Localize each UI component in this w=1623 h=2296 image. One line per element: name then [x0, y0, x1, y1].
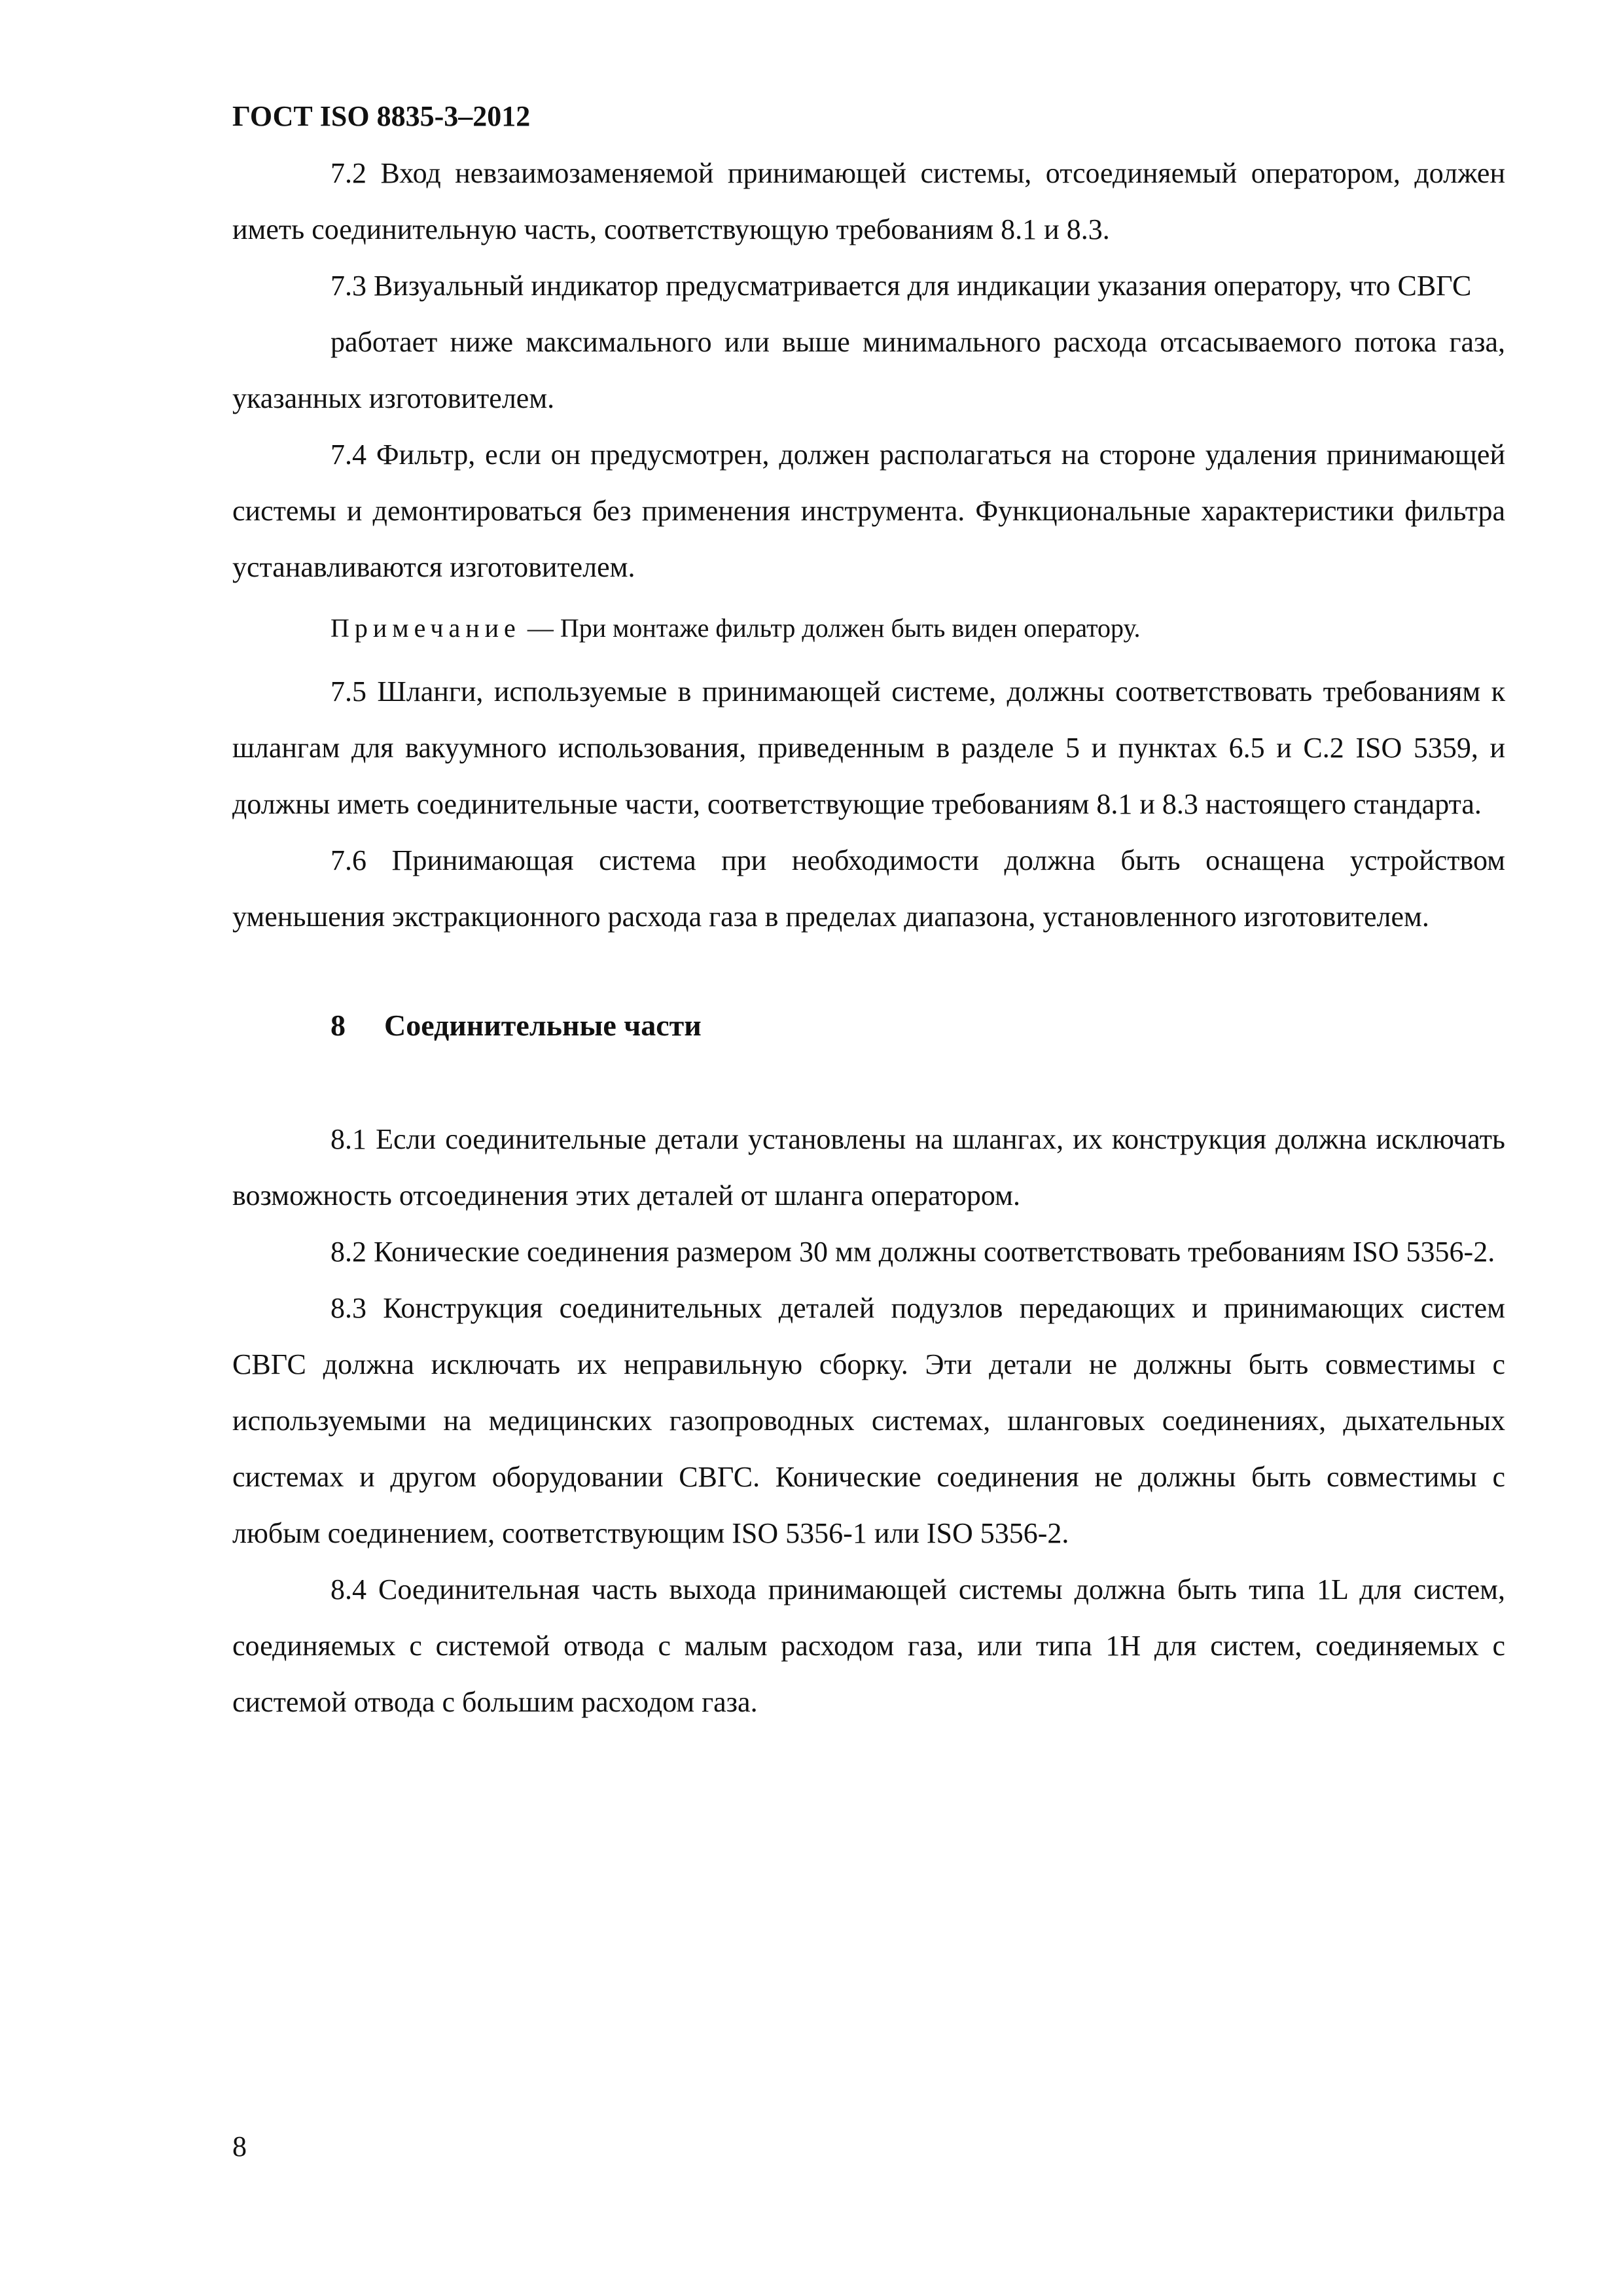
document-header: ГОСТ ISO 8835-3–2012	[232, 100, 531, 132]
paragraph-7-4: 7.4 Фильтр, если он предусмотрен, должен располагаться на стороне удаления принимающей системы и демонтироваться без применения инструмента. Функциональные характеристики фильтра устанавливаются изготовителем.	[232, 439, 1505, 583]
paragraph-8-4: 8.4 Соединительная часть выхода принимающей системы должна быть типа 1L для систем, соединяемых с системой отвода с малым расходом газа, или типа 1H для систем, соединяемых с системой отвода с большим расходом газа.	[232, 1573, 1505, 1718]
paragraph-7-2: 7.2 Вход невзаимозаменяемой принимающей системы, отсоединяемый оператором, должен иметь соединительную часть, соответствующую требованиям 8.1 и 8.3.	[232, 157, 1505, 245]
paragraph-8-3: 8.3 Конструкция соединительных деталей подузлов передающих и принимающих систем СВГС должна исключать их неправильную сборку. Эти детали не должны быть совместимы с используемыми на медицинских газопроводных системах, шланговых соединениях, дыхательных системах и другом оборудовании СВГС. Конические соединения не должны быть совместимы с любым соединением, соответствующим ISO 5356-1 или ISO 5356-2.	[232, 1292, 1505, 1549]
paragraph-7-5: 7.5 Шланги, используемые в принимающей системе, должны соответствовать требованиям к шлангам для вакуумного использования, приведенным в разделе 5 и пунктах 6.5 и С.2 ISO 5359, и должны иметь соединительные части, соответствующие требованиям 8.1 и 8.3 настоящего стандарта.	[232, 675, 1505, 820]
note-text: — При монтаже фильтр должен быть виден оператору.	[520, 613, 1141, 643]
page-number: 8	[232, 2130, 247, 2162]
section-8-heading	[330, 1003, 1505, 1049]
section-title: Соединительные части	[384, 1009, 702, 1042]
paragraph-7-6: 7.6 Принимающая система при необходимости должна быть оснащена устройством уменьшения экстракционного расхода газа в пределах диапазона, установленного изготовителем.	[232, 844, 1505, 933]
paragraph-8-1: 8.1 Если соединительные детали установлены на шлангах, их конструкция должна исключать возможность отсоединения этих деталей от шланга оператором.	[232, 1123, 1505, 1211]
note	[232, 607, 1505, 649]
section-number: 8	[330, 1009, 346, 1042]
paragraph-7-3-continued: работает ниже максимального или выше минимального расхода отсасываемого потока газа, указанных изготовителем.	[232, 326, 1505, 414]
note-label: Примечание	[330, 613, 521, 643]
paragraph-8-2: 8.2 Конические соединения размером 30 мм должны соответствовать требованиям ISO 5356-2.	[330, 1236, 1495, 1268]
paragraph-7-3: 7.3 Визуальный индикатор предусматривается для индикации указания оператору, что СВГС	[330, 270, 1472, 302]
document-body	[232, 145, 1505, 1731]
